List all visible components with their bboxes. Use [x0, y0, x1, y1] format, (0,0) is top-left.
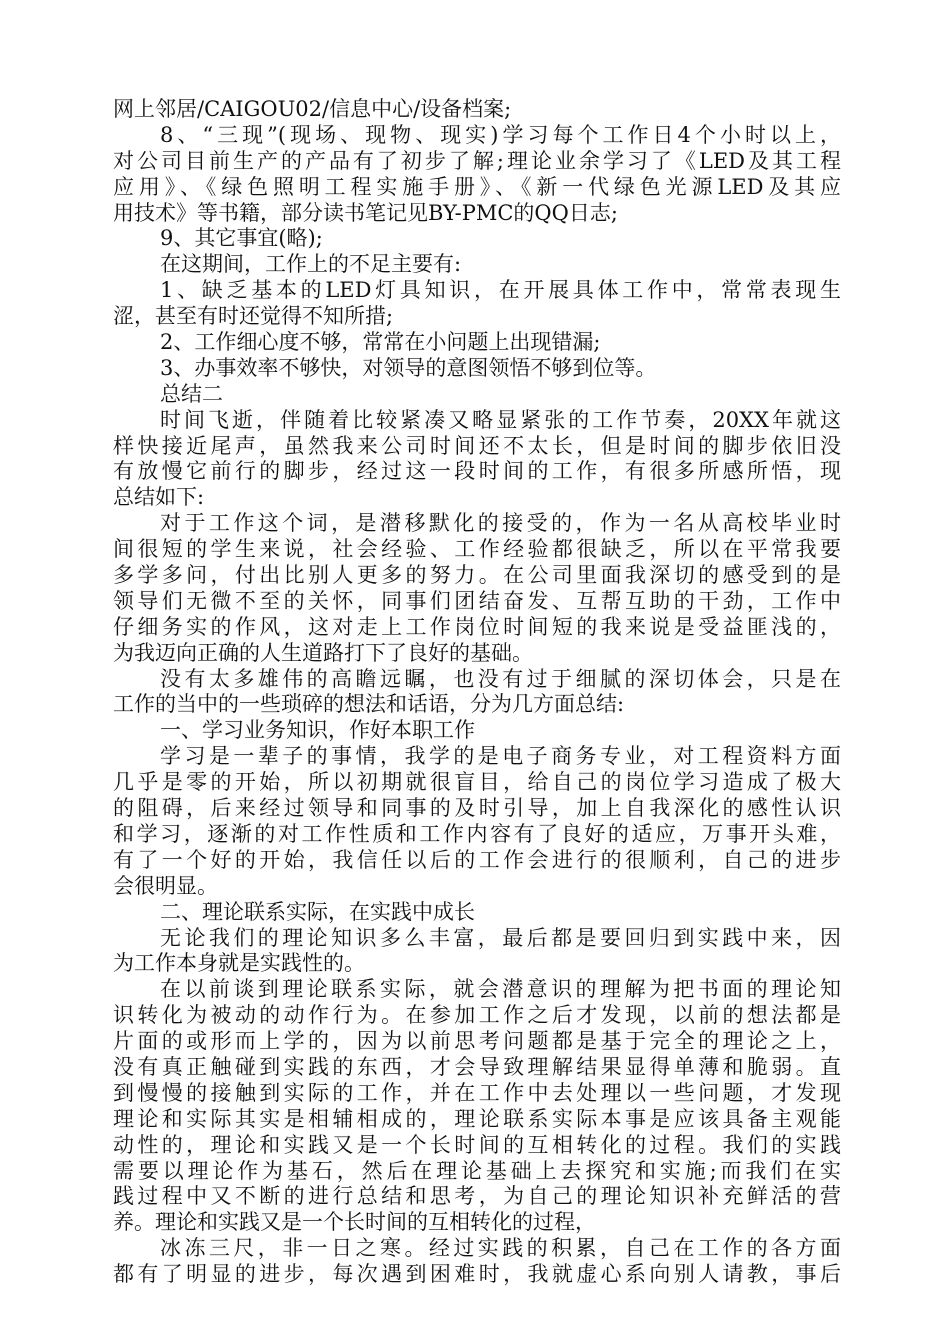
text-line: 在这期间，工作上的不足主要有:: [160, 252, 462, 277]
text-line: 一、学习业务知识，作好本职工作: [160, 718, 475, 743]
text-line: 养。理论和实践又是一个长时间的互相转化的过程，: [113, 1210, 596, 1235]
text-line: 对于工作这个词，是潜移默化的接受的，作为一名从高校毕业时: [160, 511, 841, 536]
text-line: 无论我们的理论知识多么丰富，最后都是要回归到实践中来，因: [160, 925, 841, 950]
text-line: 样快接近尾声，虽然我来公司时间还不太长，但是时间的脚步依旧没: [113, 433, 841, 458]
text-line: 没有真正触碰到实践的东西，才会导致理解结果显得单薄和脆弱。直: [113, 1054, 841, 1079]
text-line: 到慢慢的接触到实际的工作，并在工作中去处理以一些问题，才发现: [113, 1080, 841, 1105]
text-line: 总结如下:: [113, 485, 205, 510]
text-line: 仔细务实的作风，这对走上工作岗位时间短的我来说是受益匪浅的，: [113, 614, 841, 639]
text-line: 总结二: [160, 381, 223, 406]
text-line: 践过程中又不断的进行总结和思考，为自己的理论知识补充鲜活的营: [113, 1184, 841, 1209]
text-line: 涩，甚至有时还觉得不知所措;: [113, 304, 394, 329]
text-line: 没有太多雄伟的高瞻远瞩，也没有过于细腻的深切体会，只是在: [160, 666, 841, 691]
text-line: 会很明显。: [113, 873, 218, 898]
text-line: 动性的，理论和实践又是一个长时间的互相转化的过程。我们的实践: [113, 1132, 841, 1157]
text-line: 网上邻居/CAIGOU02/信息中心/设备档案;: [113, 97, 512, 121]
text-line: 需要以理论作为基石，然后在理论基础上去探究和实施;而我们在实: [113, 1158, 841, 1183]
document-body: [113, 97, 841, 1288]
text-line: 几乎是零的开始，所以初期就很盲目，给自己的岗位学习造成了极大: [113, 770, 841, 795]
text-line: 的阻碍，后来经过领导和同事的及时引导，加上自我深化的感性认识: [113, 796, 841, 821]
text-line: 领导们无微不至的关怀，同事们团结奋发、互帮互助的干劲，工作中: [113, 588, 841, 613]
text-line: 8、“三现”(现场、现物、现实)学习每个工作日4个小时以上，: [160, 122, 841, 147]
text-line: 对公司目前生产的产品有了初步了解;理论业余学习了《LED及其工程: [113, 148, 841, 173]
text-line: 用技术》等书籍，部分读书笔记见BY-PMC的QQ日志;: [113, 200, 618, 225]
text-line: 和学习，逐渐的对工作性质和工作内容有了良好的适应，万事开头难，: [113, 821, 841, 846]
text-line: 在以前谈到理论联系实际，就会潜意识的理解为把书面的理论知: [160, 977, 841, 1002]
text-line: 学习是一辈子的事情，我学的是电子商务专业，对工程资料方面: [160, 744, 841, 769]
text-line: 有放慢它前行的脚步，经过这一段时间的工作，有很多所感所悟，现: [113, 459, 841, 484]
text-line: 为工作本身就是实践性的。: [113, 951, 365, 976]
text-line: 1、缺乏基本的LED灯具知识，在开展具体工作中，常常表现生: [160, 278, 841, 303]
text-line: 间很短的学生来说，社会经验、工作经验都很缺乏，所以在平常我要: [113, 537, 841, 562]
text-line: 2、工作细心度不够，常常在小问题上出现错漏;: [160, 330, 601, 355]
text-line: 9、其它事宜(略);: [160, 226, 323, 251]
text-line: 理论和实际其实是相辅相成的，理论联系实际本事是应该具备主观能: [113, 1106, 841, 1131]
text-line: 工作的当中的一些琐碎的想法和话语，分为几方面总结:: [113, 692, 625, 717]
text-line: 冰冻三尺，非一日之寒。经过实践的积累，自己在工作的各方面: [160, 1236, 841, 1261]
text-line: 识转化为被动的动作行为。在参加工作之后才发现，以前的想法都是: [113, 1003, 841, 1028]
text-line: 片面的或形而上学的，因为以前思考问题都是基于完全的理论之上，: [113, 1029, 841, 1054]
text-line: 二、理论联系实际，在实践中成长: [160, 899, 475, 924]
text-line: 都有了明显的进步，每次遇到困难时，我就虚心系向别人请教，事后: [113, 1262, 841, 1287]
text-line: 为我迈向正确的人生道路打下了良好的基础。: [113, 640, 533, 665]
text-line: 应用》、《绿色照明工程实施手册》、《新一代绿色光源LED及其应: [113, 174, 841, 199]
text-line: 多学多问，付出比别人更多的努力。在公司里面我深切的感受到的是: [113, 563, 841, 588]
text-line: 3、办事效率不够快，对领导的意图领悟不够到位等。: [160, 355, 657, 380]
text-line: 有了一个好的开始，我信任以后的工作会进行的很顺利，自己的进步: [113, 847, 841, 872]
text-line: 时间飞逝，伴随着比较紧凑又略显紧张的工作节奏，20XX年就这: [160, 407, 841, 432]
